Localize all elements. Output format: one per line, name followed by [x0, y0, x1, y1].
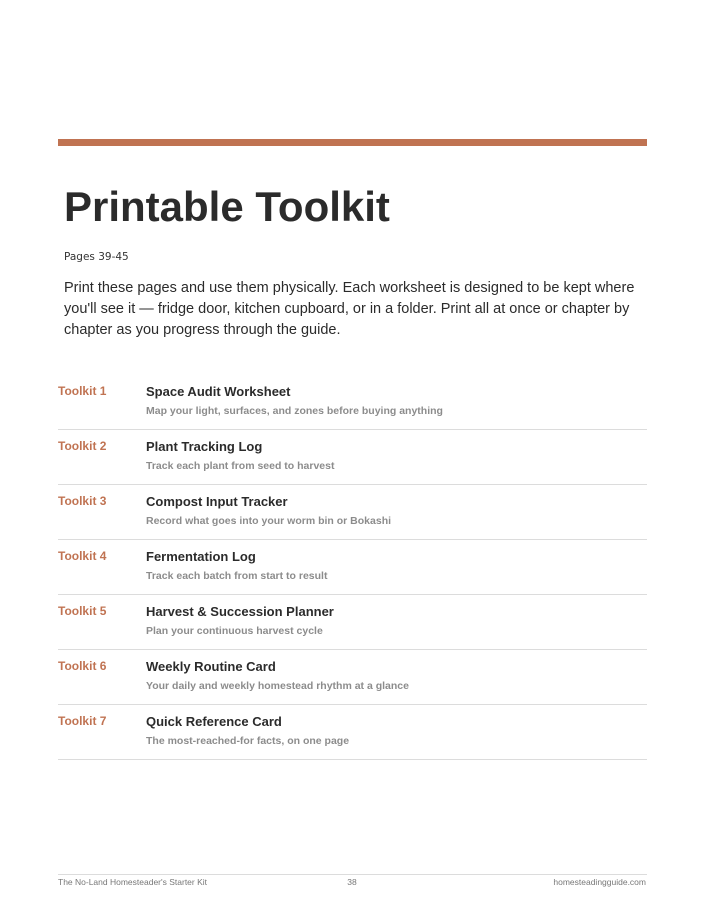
toolkit-description: The most-reached-for facts, on one page — [146, 735, 350, 747]
toolkit-list — [58, 375, 647, 760]
toolkit-item — [58, 485, 647, 540]
toolkit-description: Record what goes into your worm bin or Bokashi — [146, 515, 392, 527]
footer-website: homesteadingguide.com — [553, 877, 646, 887]
toolkit-title: Weekly Routine Card — [146, 659, 276, 674]
toolkit-title: Plant Tracking Log — [146, 439, 263, 454]
toolkit-number: Toolkit 6 — [58, 659, 107, 673]
toolkit-item — [58, 540, 647, 595]
toolkit-description: Plan your continuous harvest cycle — [146, 625, 323, 637]
toolkit-item — [58, 595, 647, 650]
toolkit-number: Toolkit 2 — [58, 439, 107, 453]
intro-paragraph: Print these pages and use them physically. Each worksheet is designed to be kept where you'll see it — fridge door, kitchen cupboard, or in a folder. Print all at once or chapter by chapter as you progress through the guide. — [64, 280, 635, 338]
toolkit-title: Fermentation Log — [146, 549, 256, 564]
toolkit-title: Quick Reference Card — [146, 714, 282, 729]
pages-label: Pages 39-45 — [64, 251, 129, 263]
toolkit-description: Track each batch from start to result — [146, 570, 328, 582]
toolkit-number: Toolkit 1 — [58, 384, 107, 398]
toolkit-description: Track each plant from seed to harvest — [146, 460, 335, 472]
toolkit-description: Map your light, surfaces, and zones before buying anything — [146, 405, 443, 417]
toolkit-title: Harvest & Succession Planner — [146, 604, 334, 619]
toolkit-number: Toolkit 4 — [58, 549, 107, 563]
toolkit-item — [58, 650, 647, 705]
toolkit-number: Toolkit 7 — [58, 714, 107, 728]
footer-book-title: The No-Land Homesteader's Starter Kit — [58, 877, 208, 887]
toolkit-title: Space Audit Worksheet — [146, 384, 291, 399]
toolkit-item — [58, 375, 647, 430]
footer-divider — [58, 874, 647, 875]
toolkit-number: Toolkit 3 — [58, 494, 107, 508]
accent-rule — [58, 139, 647, 146]
page-title: Printable Toolkit — [64, 183, 390, 230]
toolkit-number: Toolkit 5 — [58, 604, 107, 618]
toolkit-title: Compost Input Tracker — [146, 494, 288, 509]
toolkit-item — [58, 430, 647, 485]
footer-page-number: 38 — [347, 877, 357, 887]
toolkit-item — [58, 705, 647, 760]
toolkit-description: Your daily and weekly homestead rhythm at a glance — [146, 680, 409, 692]
